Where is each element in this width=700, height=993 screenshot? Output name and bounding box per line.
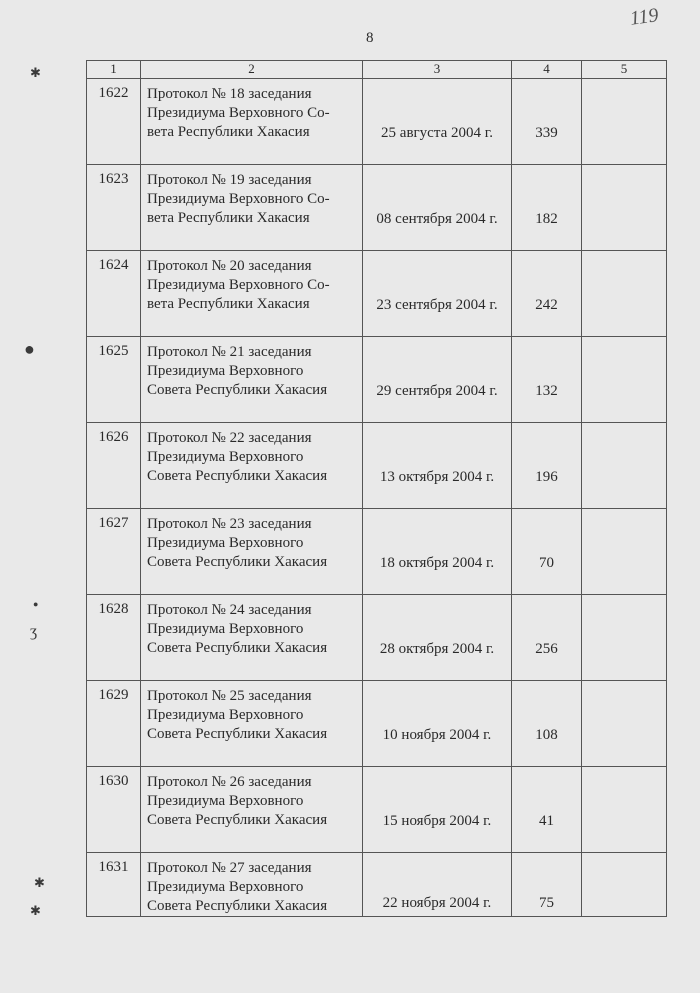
record-title-line: Президиума Верховного Со-	[147, 277, 330, 293]
record-date: 25 августа 2004 г.	[363, 79, 512, 165]
record-number: 1629	[87, 681, 141, 767]
table-row	[87, 595, 667, 681]
record-title-line: Совета Республики Хакасия	[147, 468, 328, 484]
record-title-line: Протокол № 26 заседания	[147, 774, 312, 790]
record-note	[582, 165, 667, 251]
record-title-line: Совета Республики Хакасия	[147, 554, 328, 570]
record-title	[141, 165, 363, 251]
record-number: 1631	[87, 853, 141, 917]
record-title-line: Совета Республики Хакасия	[147, 726, 328, 742]
table-row	[87, 337, 667, 423]
record-page-count: 108	[512, 681, 582, 767]
record-title-line: Протокол № 18 заседания	[147, 86, 312, 102]
record-title	[141, 423, 363, 509]
table-row	[87, 767, 667, 853]
record-title-line: Протокол № 24 заседания	[147, 602, 312, 618]
binding-hole-mark: ●	[33, 599, 39, 609]
record-date: 08 сентября 2004 г.	[363, 165, 512, 251]
record-page-count: 242	[512, 251, 582, 337]
record-date: 22 ноября 2004 г.	[363, 853, 512, 917]
record-date: 13 октября 2004 г.	[363, 423, 512, 509]
table-row	[87, 165, 667, 251]
record-note	[582, 251, 667, 337]
record-title-line: Протокол № 19 заседания	[147, 172, 312, 188]
record-note	[582, 853, 667, 917]
record-page-count: 132	[512, 337, 582, 423]
table-row	[87, 79, 667, 165]
record-title-line: вета Республики Хакасия	[147, 296, 310, 312]
record-title-line: Совета Республики Хакасия	[147, 640, 328, 656]
record-note	[582, 509, 667, 595]
record-title	[141, 79, 363, 165]
record-title	[141, 251, 363, 337]
record-date: 15 ноября 2004 г.	[363, 767, 512, 853]
record-title-line: вета Республики Хакасия	[147, 124, 310, 140]
record-note	[582, 423, 667, 509]
record-title-line: Протокол № 23 заседания	[147, 516, 312, 532]
column-header: 4	[512, 61, 582, 79]
record-page-count: 196	[512, 423, 582, 509]
record-number: 1630	[87, 767, 141, 853]
record-note	[582, 767, 667, 853]
table-row	[87, 423, 667, 509]
record-title-line: Протокол № 20 заседания	[147, 258, 312, 274]
record-title-line: Совета Республики Хакасия	[147, 812, 328, 828]
record-title-line: Президиума Верховного	[147, 449, 304, 465]
record-title	[141, 767, 363, 853]
handwritten-folio-number: 119	[628, 4, 660, 30]
record-title-line: Президиума Верховного	[147, 535, 304, 551]
binding-hole-mark: ʒ	[30, 623, 38, 640]
record-title	[141, 337, 363, 423]
table-row	[87, 853, 667, 917]
binding-hole-mark: ✱	[30, 65, 41, 80]
inventory-table	[86, 60, 667, 917]
record-title-line: Президиума Верховного	[147, 363, 304, 379]
binding-hole-mark: ✱	[30, 903, 41, 918]
record-date: 28 октября 2004 г.	[363, 595, 512, 681]
record-title-line: Президиума Верховного Со-	[147, 105, 330, 121]
table-body	[87, 79, 667, 917]
table-row	[87, 509, 667, 595]
record-title	[141, 595, 363, 681]
column-header: 1	[87, 61, 141, 79]
record-title-line: Протокол № 21 заседания	[147, 344, 312, 360]
record-note	[582, 595, 667, 681]
record-number: 1627	[87, 509, 141, 595]
table-header	[87, 61, 667, 79]
record-page-count: 75	[512, 853, 582, 917]
record-title-line: Совета Республики Хакасия	[147, 898, 328, 914]
record-title-line: Президиума Верховного	[147, 621, 304, 637]
binding-hole-mark: ✱	[34, 875, 45, 890]
record-date: 29 сентября 2004 г.	[363, 337, 512, 423]
record-number: 1628	[87, 595, 141, 681]
record-date: 23 сентября 2004 г.	[363, 251, 512, 337]
table-row	[87, 681, 667, 767]
record-number: 1624	[87, 251, 141, 337]
record-title-line: вета Республики Хакасия	[147, 210, 310, 226]
record-title-line: Протокол № 22 заседания	[147, 430, 312, 446]
record-date: 10 ноября 2004 г.	[363, 681, 512, 767]
record-number: 1626	[87, 423, 141, 509]
record-page-count: 256	[512, 595, 582, 681]
record-page-count: 182	[512, 165, 582, 251]
record-number: 1625	[87, 337, 141, 423]
record-note	[582, 79, 667, 165]
record-note	[582, 681, 667, 767]
page-number: 8	[366, 30, 374, 46]
record-title	[141, 853, 363, 917]
table-row	[87, 251, 667, 337]
binding-hole-mark: ●	[24, 339, 35, 359]
record-title	[141, 509, 363, 595]
record-title-line: Совета Республики Хакасия	[147, 382, 328, 398]
record-number: 1622	[87, 79, 141, 165]
column-header: 5	[582, 61, 667, 79]
record-page-count: 339	[512, 79, 582, 165]
record-number: 1623	[87, 165, 141, 251]
record-page-count: 41	[512, 767, 582, 853]
column-header: 3	[363, 61, 512, 79]
record-title-line: Президиума Верховного	[147, 793, 304, 809]
record-title-line: Президиума Верховного	[147, 879, 304, 895]
record-title-line: Президиума Верховного Со-	[147, 191, 330, 207]
record-page-count: 70	[512, 509, 582, 595]
record-title-line: Протокол № 25 заседания	[147, 688, 312, 704]
record-title-line: Президиума Верховного	[147, 707, 304, 723]
column-header: 2	[141, 61, 363, 79]
record-note	[582, 337, 667, 423]
record-title-line: Протокол № 27 заседания	[147, 860, 312, 876]
record-title	[141, 681, 363, 767]
record-date: 18 октября 2004 г.	[363, 509, 512, 595]
